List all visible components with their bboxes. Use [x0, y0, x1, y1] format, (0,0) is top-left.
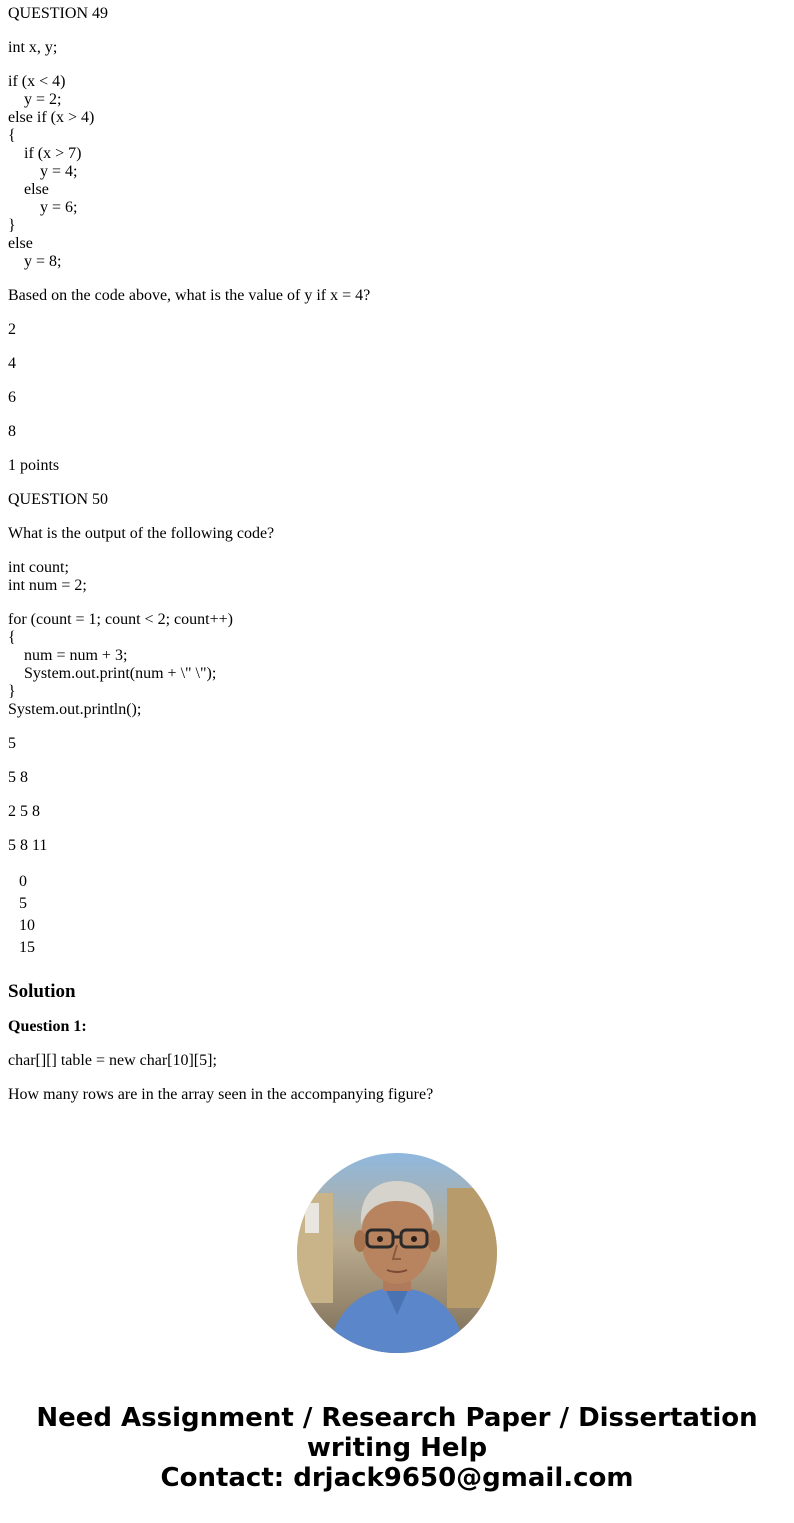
solution-subheading: Question 1:	[8, 1018, 87, 1035]
q50-question: What is the output of the following code?	[8, 525, 275, 542]
list-item: 0	[19, 873, 27, 890]
q49-option-1[interactable]: 2	[8, 321, 16, 338]
ad-line-1: Need Assignment / Research Paper / Dissertation	[36, 1403, 758, 1433]
q50-option-3[interactable]: 2 5 8	[8, 803, 40, 820]
q50-option-2[interactable]: 5 8	[8, 769, 28, 786]
q49-code: if (x < 4) y = 2; else if (x > 4) { if (x > 7) y = 4; else y = 6; } else y = 8;	[8, 73, 95, 270]
q49-option-2[interactable]: 4	[8, 355, 16, 372]
q50-option-4[interactable]: 5 8 11	[8, 837, 48, 854]
list-item: 10	[19, 917, 35, 934]
q49-option-4[interactable]: 8	[8, 423, 16, 440]
ad-line-2: writing Help	[306, 1433, 488, 1463]
ad-contact-line[interactable]: Contact: drjack9650@gmail.com	[160, 1463, 634, 1493]
solution-code: char[][] table = new char[10][5];	[8, 1052, 217, 1069]
q49-question: Based on the code above, what is the value of y if x = 4?	[8, 287, 371, 304]
q50-code-declarations: int count; int num = 2;	[8, 559, 87, 594]
list-item: 5	[19, 895, 27, 912]
q49-option-3[interactable]: 6	[8, 389, 16, 406]
solution-question: How many rows are in the array seen in the accompanying figure?	[8, 1086, 434, 1103]
person-photo-icon	[297, 1153, 497, 1353]
q50-code-loop: for (count = 1; count < 2; count++) { num = num + 3; System.out.print(num + \" \"); } System.out.println();	[8, 611, 233, 718]
q50-heading: QUESTION 50	[8, 491, 108, 508]
q49-points: 1 points	[8, 457, 60, 474]
q49-heading: QUESTION 49	[8, 5, 108, 22]
author-avatar	[297, 1153, 497, 1353]
solution-heading: Solution	[8, 981, 76, 1002]
list-item: 15	[19, 939, 35, 956]
answer-list	[8, 871, 786, 959]
contact-advertisement	[0, 1403, 794, 1493]
q49-declaration: int x, y;	[8, 39, 58, 56]
q50-option-1[interactable]: 5	[8, 735, 16, 752]
